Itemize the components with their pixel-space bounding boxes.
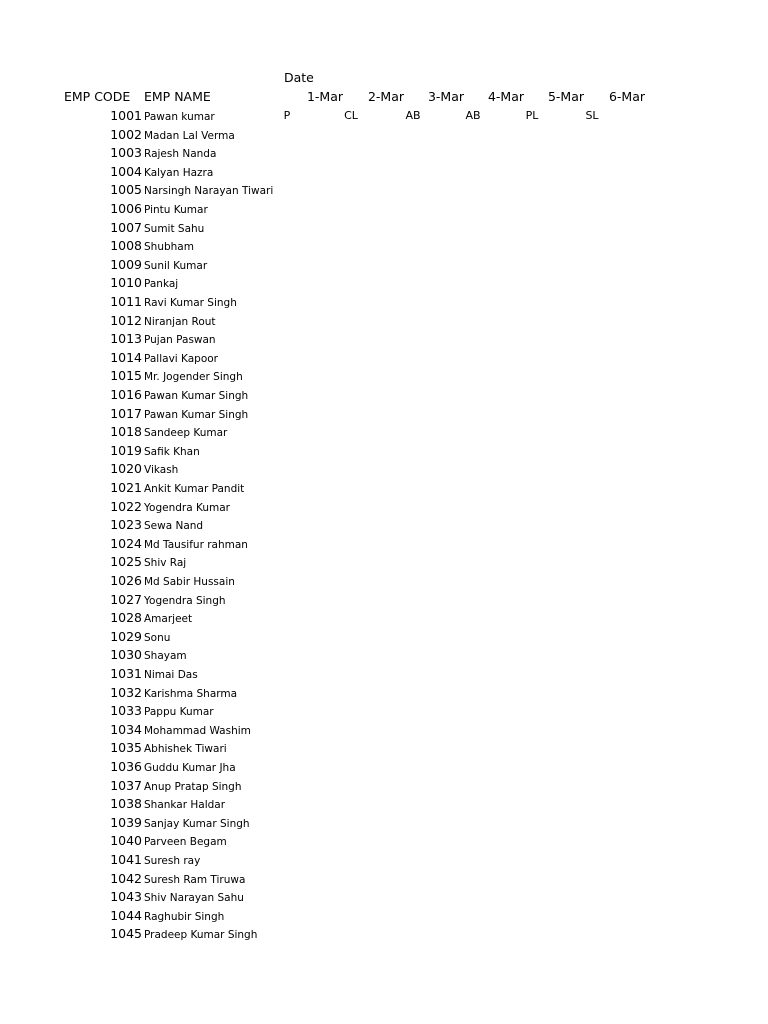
attendance-mark: PL [525, 109, 539, 122]
emp-code: 1032 [110, 685, 142, 700]
emp-code: 1005 [110, 182, 142, 197]
emp-code: 1030 [110, 647, 142, 662]
date-header: 2-Mar [367, 89, 405, 104]
emp-code: 1020 [110, 461, 142, 476]
emp-code: 1031 [110, 666, 142, 681]
emp-name: Niranjan Rout [144, 316, 216, 328]
emp-name: Shubham [144, 241, 194, 253]
emp-name: Pallavi Kapoor [144, 353, 218, 365]
emp-code: 1025 [110, 554, 142, 569]
date-header: 4-Mar [487, 89, 525, 104]
emp-name: Md Tausifur rahman [144, 539, 248, 551]
emp-code: 1006 [110, 201, 142, 216]
emp-code: 1040 [110, 833, 142, 848]
emp-name: Yogendra Singh [144, 595, 226, 607]
emp-code: 1013 [110, 331, 142, 346]
emp-name: Sewa Nand [144, 520, 204, 532]
emp-code: 1002 [110, 127, 142, 142]
emp-code: 1016 [110, 387, 142, 402]
date-header: 6-Mar [608, 89, 646, 104]
emp-name: Pawan Kumar Singh [144, 390, 249, 402]
emp-code: 1003 [110, 145, 142, 160]
emp-code: 1045 [110, 926, 142, 941]
emp-name: Sunil Kumar [144, 260, 208, 272]
emp-name: Mr. Jogender Singh [144, 371, 243, 383]
emp-name: Vikash [144, 464, 179, 476]
emp-code: 1021 [110, 480, 142, 495]
emp-code: 1009 [110, 257, 142, 272]
emp-code: 1004 [110, 164, 142, 179]
emp-code: 1022 [110, 499, 142, 514]
emp-name: Ankit Kumar Pandit [144, 483, 245, 495]
emp-code: 1001 [110, 108, 142, 123]
emp-name: Rajesh Nanda [144, 148, 217, 160]
emp-name: Suresh ray [144, 855, 201, 867]
emp-name: Safik Khan [144, 446, 200, 458]
emp-code: 1014 [110, 350, 142, 365]
emp-name: Shiv Raj [144, 557, 187, 569]
emp-code: 1010 [110, 275, 142, 290]
emp-name: Pawan kumar [144, 111, 215, 123]
emp-name: Guddu Kumar Jha [144, 762, 236, 774]
emp-code: 1026 [110, 573, 142, 588]
emp-code: 1027 [110, 592, 142, 607]
emp-code: 1024 [110, 536, 142, 551]
emp-name: Pujan Paswan [144, 334, 216, 346]
emp-code: 1041 [110, 852, 142, 867]
emp-code: 1044 [110, 908, 142, 923]
attendance-mark: P [283, 109, 291, 122]
date-label: Date [284, 70, 314, 85]
emp-name: Pintu Kumar [144, 204, 208, 216]
emp-name: Parveen Begam [144, 836, 227, 848]
emp-code: 1017 [110, 406, 142, 421]
emp-code: 1039 [110, 815, 142, 830]
emp-code: 1043 [110, 889, 142, 904]
emp-name: Pankaj [144, 278, 179, 290]
emp-name: Sonu [144, 632, 171, 644]
emp-code: 1035 [110, 740, 142, 755]
emp-name: Shankar Haldar [144, 799, 226, 811]
emp-name: Sanjay Kumar Singh [144, 818, 250, 830]
emp-code: 1015 [110, 368, 142, 383]
emp-name: Yogendra Kumar [144, 502, 230, 514]
emp-code: 1007 [110, 220, 142, 235]
emp-code: 1018 [110, 424, 142, 439]
emp-code: 1034 [110, 722, 142, 737]
emp-code: 1028 [110, 610, 142, 625]
emp-name: Sumit Sahu [144, 223, 205, 235]
attendance-mark: SL [585, 109, 599, 122]
emp-name: Shayam [144, 650, 187, 662]
emp-code: 1037 [110, 778, 142, 793]
date-header: 5-Mar [547, 89, 585, 104]
emp-name: Md Sabir Hussain [144, 576, 235, 588]
emp-name: Pappu Kumar [144, 706, 214, 718]
emp-code: 1008 [110, 238, 142, 253]
emp-code: 1019 [110, 443, 142, 458]
emp-name: Ravi Kumar Singh [144, 297, 237, 309]
emp-code: 1036 [110, 759, 142, 774]
emp-name-header: EMP NAME [144, 89, 211, 104]
emp-code-header: EMP CODE [64, 89, 131, 104]
emp-code: 1023 [110, 517, 142, 532]
date-header: 1-Mar [306, 89, 344, 104]
emp-code: 1012 [110, 313, 142, 328]
emp-name: Pawan Kumar Singh [144, 409, 249, 421]
emp-code: 1038 [110, 796, 142, 811]
emp-name: Amarjeet [144, 613, 193, 625]
emp-name: Nimai Das [144, 669, 198, 681]
emp-name: Kalyan Hazra [144, 167, 214, 179]
emp-name: Suresh Ram Tiruwa [144, 874, 246, 886]
emp-code: 1033 [110, 703, 142, 718]
emp-code: 1042 [110, 871, 142, 886]
attendance-mark: AB [465, 109, 481, 122]
emp-name: Mohammad Washim [144, 725, 251, 737]
emp-name: Abhishek Tiwari [144, 743, 227, 755]
emp-name: Anup Pratap Singh [144, 781, 242, 793]
emp-code: 1029 [110, 629, 142, 644]
emp-name: Shiv Narayan Sahu [144, 892, 244, 904]
emp-name: Madan Lal Verma [144, 130, 235, 142]
emp-name: Pradeep Kumar Singh [144, 929, 258, 941]
emp-name: Raghubir Singh [144, 911, 225, 923]
emp-name: Karishma Sharma [144, 688, 238, 700]
attendance-mark: CL [344, 109, 358, 122]
date-header: 3-Mar [427, 89, 465, 104]
emp-code: 1011 [110, 294, 142, 309]
emp-name: Sandeep Kumar [144, 427, 228, 439]
attendance-mark: AB [405, 109, 421, 122]
emp-name: Narsingh Narayan Tiwari [144, 185, 274, 197]
